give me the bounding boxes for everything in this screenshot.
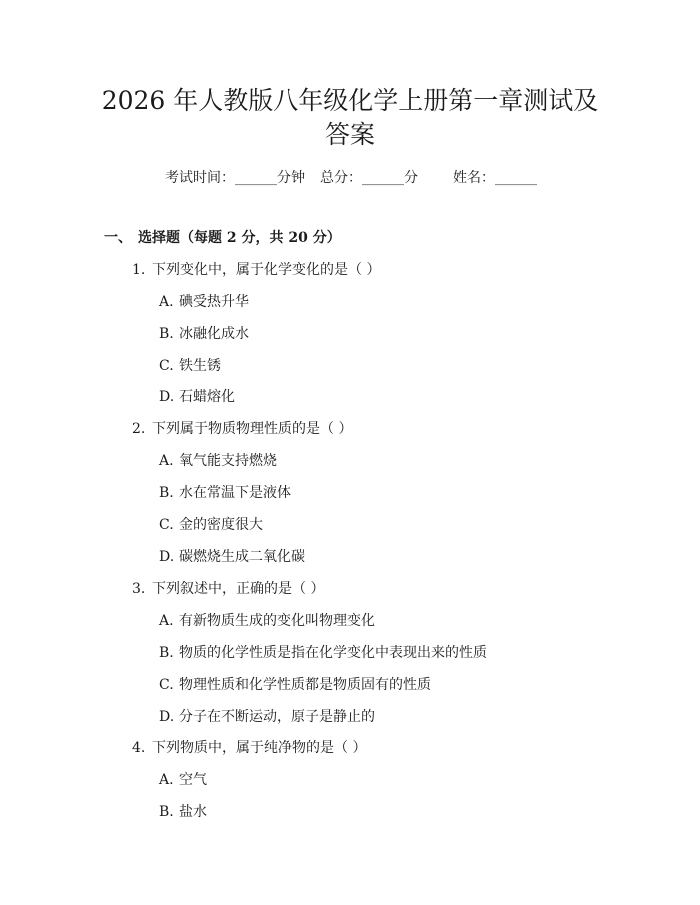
question-3 — [132, 580, 324, 598]
question-2-option-a — [159, 452, 277, 470]
question-number: 2. — [132, 421, 146, 437]
question-1-option-d — [159, 388, 235, 406]
question-3-option-c — [159, 676, 431, 694]
option-text: 物质的化学性质是指在化学变化中表现出来的性质 — [179, 645, 487, 661]
question-2-option-d — [159, 548, 305, 566]
option-text: 冰融化成水 — [179, 326, 249, 342]
total-score-field: 总分：______分 — [320, 170, 418, 186]
option-text: 碘受热升华 — [179, 294, 249, 310]
option-text: 氧气能支持燃烧 — [179, 453, 277, 469]
section-heading — [104, 229, 341, 247]
question-1-option-b — [159, 325, 249, 343]
option-letter: A. — [159, 453, 174, 469]
question-3-option-a — [159, 612, 375, 630]
option-text: 盐水 — [179, 804, 207, 820]
option-letter: B. — [159, 804, 174, 820]
option-letter: D. — [159, 389, 175, 405]
option-text: 空气 — [179, 772, 207, 788]
option-letter: B. — [159, 326, 174, 342]
option-letter: B. — [159, 485, 174, 501]
option-text: 金的密度很大 — [179, 517, 263, 533]
page-title-line-2: 答案 — [324, 120, 375, 149]
option-text: 有新物质生成的变化叫物理变化 — [179, 613, 375, 629]
option-text: 碳燃烧生成二氧化碳 — [179, 549, 305, 565]
student-name-field: 姓名：______ — [453, 170, 537, 186]
option-text: 石蜡熔化 — [179, 389, 235, 405]
question-1-option-a — [159, 293, 249, 311]
question-2-option-c — [159, 516, 263, 534]
question-number: 4. — [132, 740, 146, 756]
section-number: 一、 — [104, 230, 132, 246]
question-4-option-b — [159, 803, 207, 821]
question-4 — [132, 739, 366, 757]
option-letter: D. — [159, 549, 175, 565]
option-letter: A. — [159, 294, 174, 310]
question-2-option-b — [159, 484, 291, 502]
question-1-option-c — [159, 357, 221, 375]
question-3-option-b — [159, 644, 487, 662]
option-text: 水在常温下是液体 — [179, 485, 291, 501]
question-number: 1. — [132, 262, 146, 278]
option-letter: A. — [159, 613, 174, 629]
exam-time-field: 考试时间：______分钟 — [165, 170, 305, 186]
question-text: 下列属于物质物理性质的是（ ） — [152, 421, 353, 437]
question-4-option-a — [159, 771, 207, 789]
section-label: 选择题（每题 2 分，共 20 分） — [138, 230, 341, 246]
question-text: 下列变化中，属于化学变化的是（ ） — [152, 262, 381, 278]
question-number: 3. — [132, 581, 146, 597]
question-1 — [132, 261, 380, 279]
option-letter: A. — [159, 772, 174, 788]
question-text: 下列叙述中，正确的是（ ） — [152, 581, 325, 597]
option-letter: C. — [159, 517, 174, 533]
question-2 — [132, 420, 352, 438]
option-letter: B. — [159, 645, 174, 661]
question-text: 下列物质中，属于纯净物的是（ ） — [152, 740, 367, 756]
option-text: 铁生锈 — [179, 358, 221, 374]
option-text: 物理性质和化学性质都是物质固有的性质 — [179, 677, 431, 693]
page-title-line-1: 2026 年人教版八年级化学上册第一章测试及 — [101, 86, 599, 115]
option-letter: C. — [159, 358, 174, 374]
option-letter: D. — [159, 709, 175, 725]
option-letter: C. — [159, 677, 174, 693]
option-text: 分子在不断运动，原子是静止的 — [179, 709, 375, 725]
question-3-option-d — [159, 708, 375, 726]
